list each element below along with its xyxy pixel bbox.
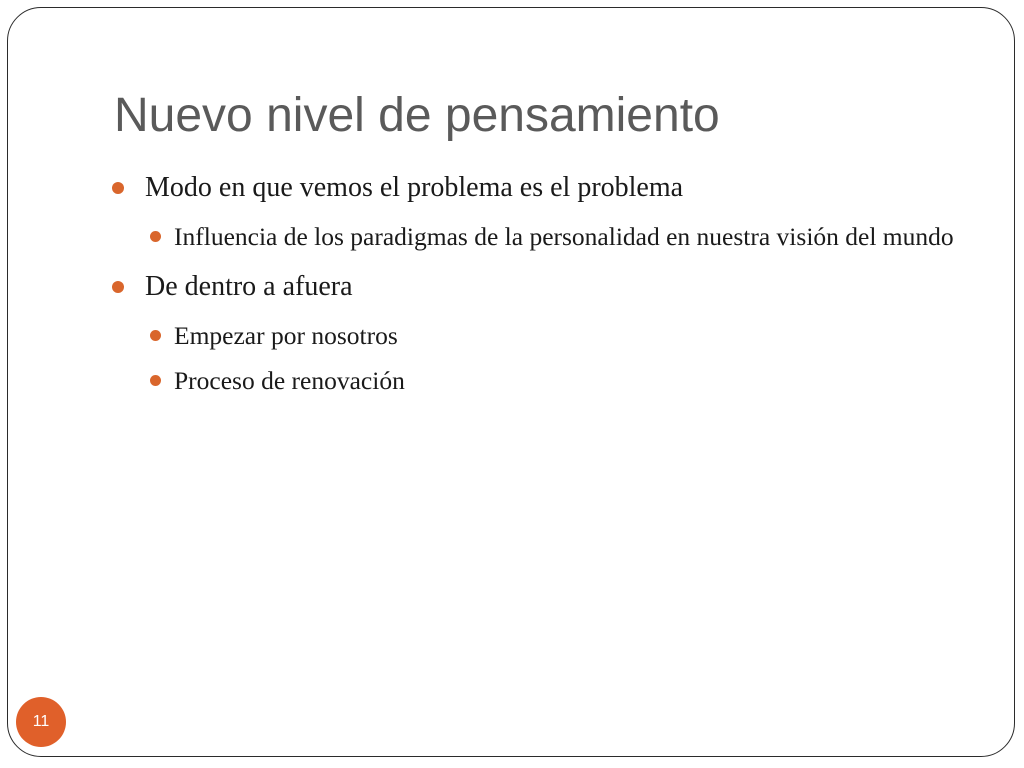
bullet-dot-icon [112, 182, 124, 194]
bullet-text: Modo en que vemos el problema es el problema [145, 172, 684, 203]
bullet-item [112, 267, 992, 307]
bullet-dot-icon [150, 330, 161, 341]
sub-bullet-item [112, 317, 992, 354]
sub-bullet-item [112, 218, 992, 255]
slide-body [112, 168, 992, 407]
sub-bullet-text: Influencia de los paradigmas de la personalidad en nuestra visión del mundo [174, 222, 954, 251]
sub-bullet-text: Empezar por nosotros [174, 321, 398, 350]
bullet-dot-icon [150, 231, 161, 242]
bullet-dot-icon [112, 281, 124, 293]
sub-bullet-item [112, 362, 992, 399]
sub-bullet-text: Proceso de renovación [174, 366, 405, 395]
page-number-badge: 11 [16, 697, 66, 747]
bullet-dot-icon [150, 375, 161, 386]
slide-title: Nuevo nivel de pensamiento [114, 89, 720, 142]
bullet-text: De dentro a afuera [145, 271, 353, 302]
bullet-item [112, 168, 992, 208]
